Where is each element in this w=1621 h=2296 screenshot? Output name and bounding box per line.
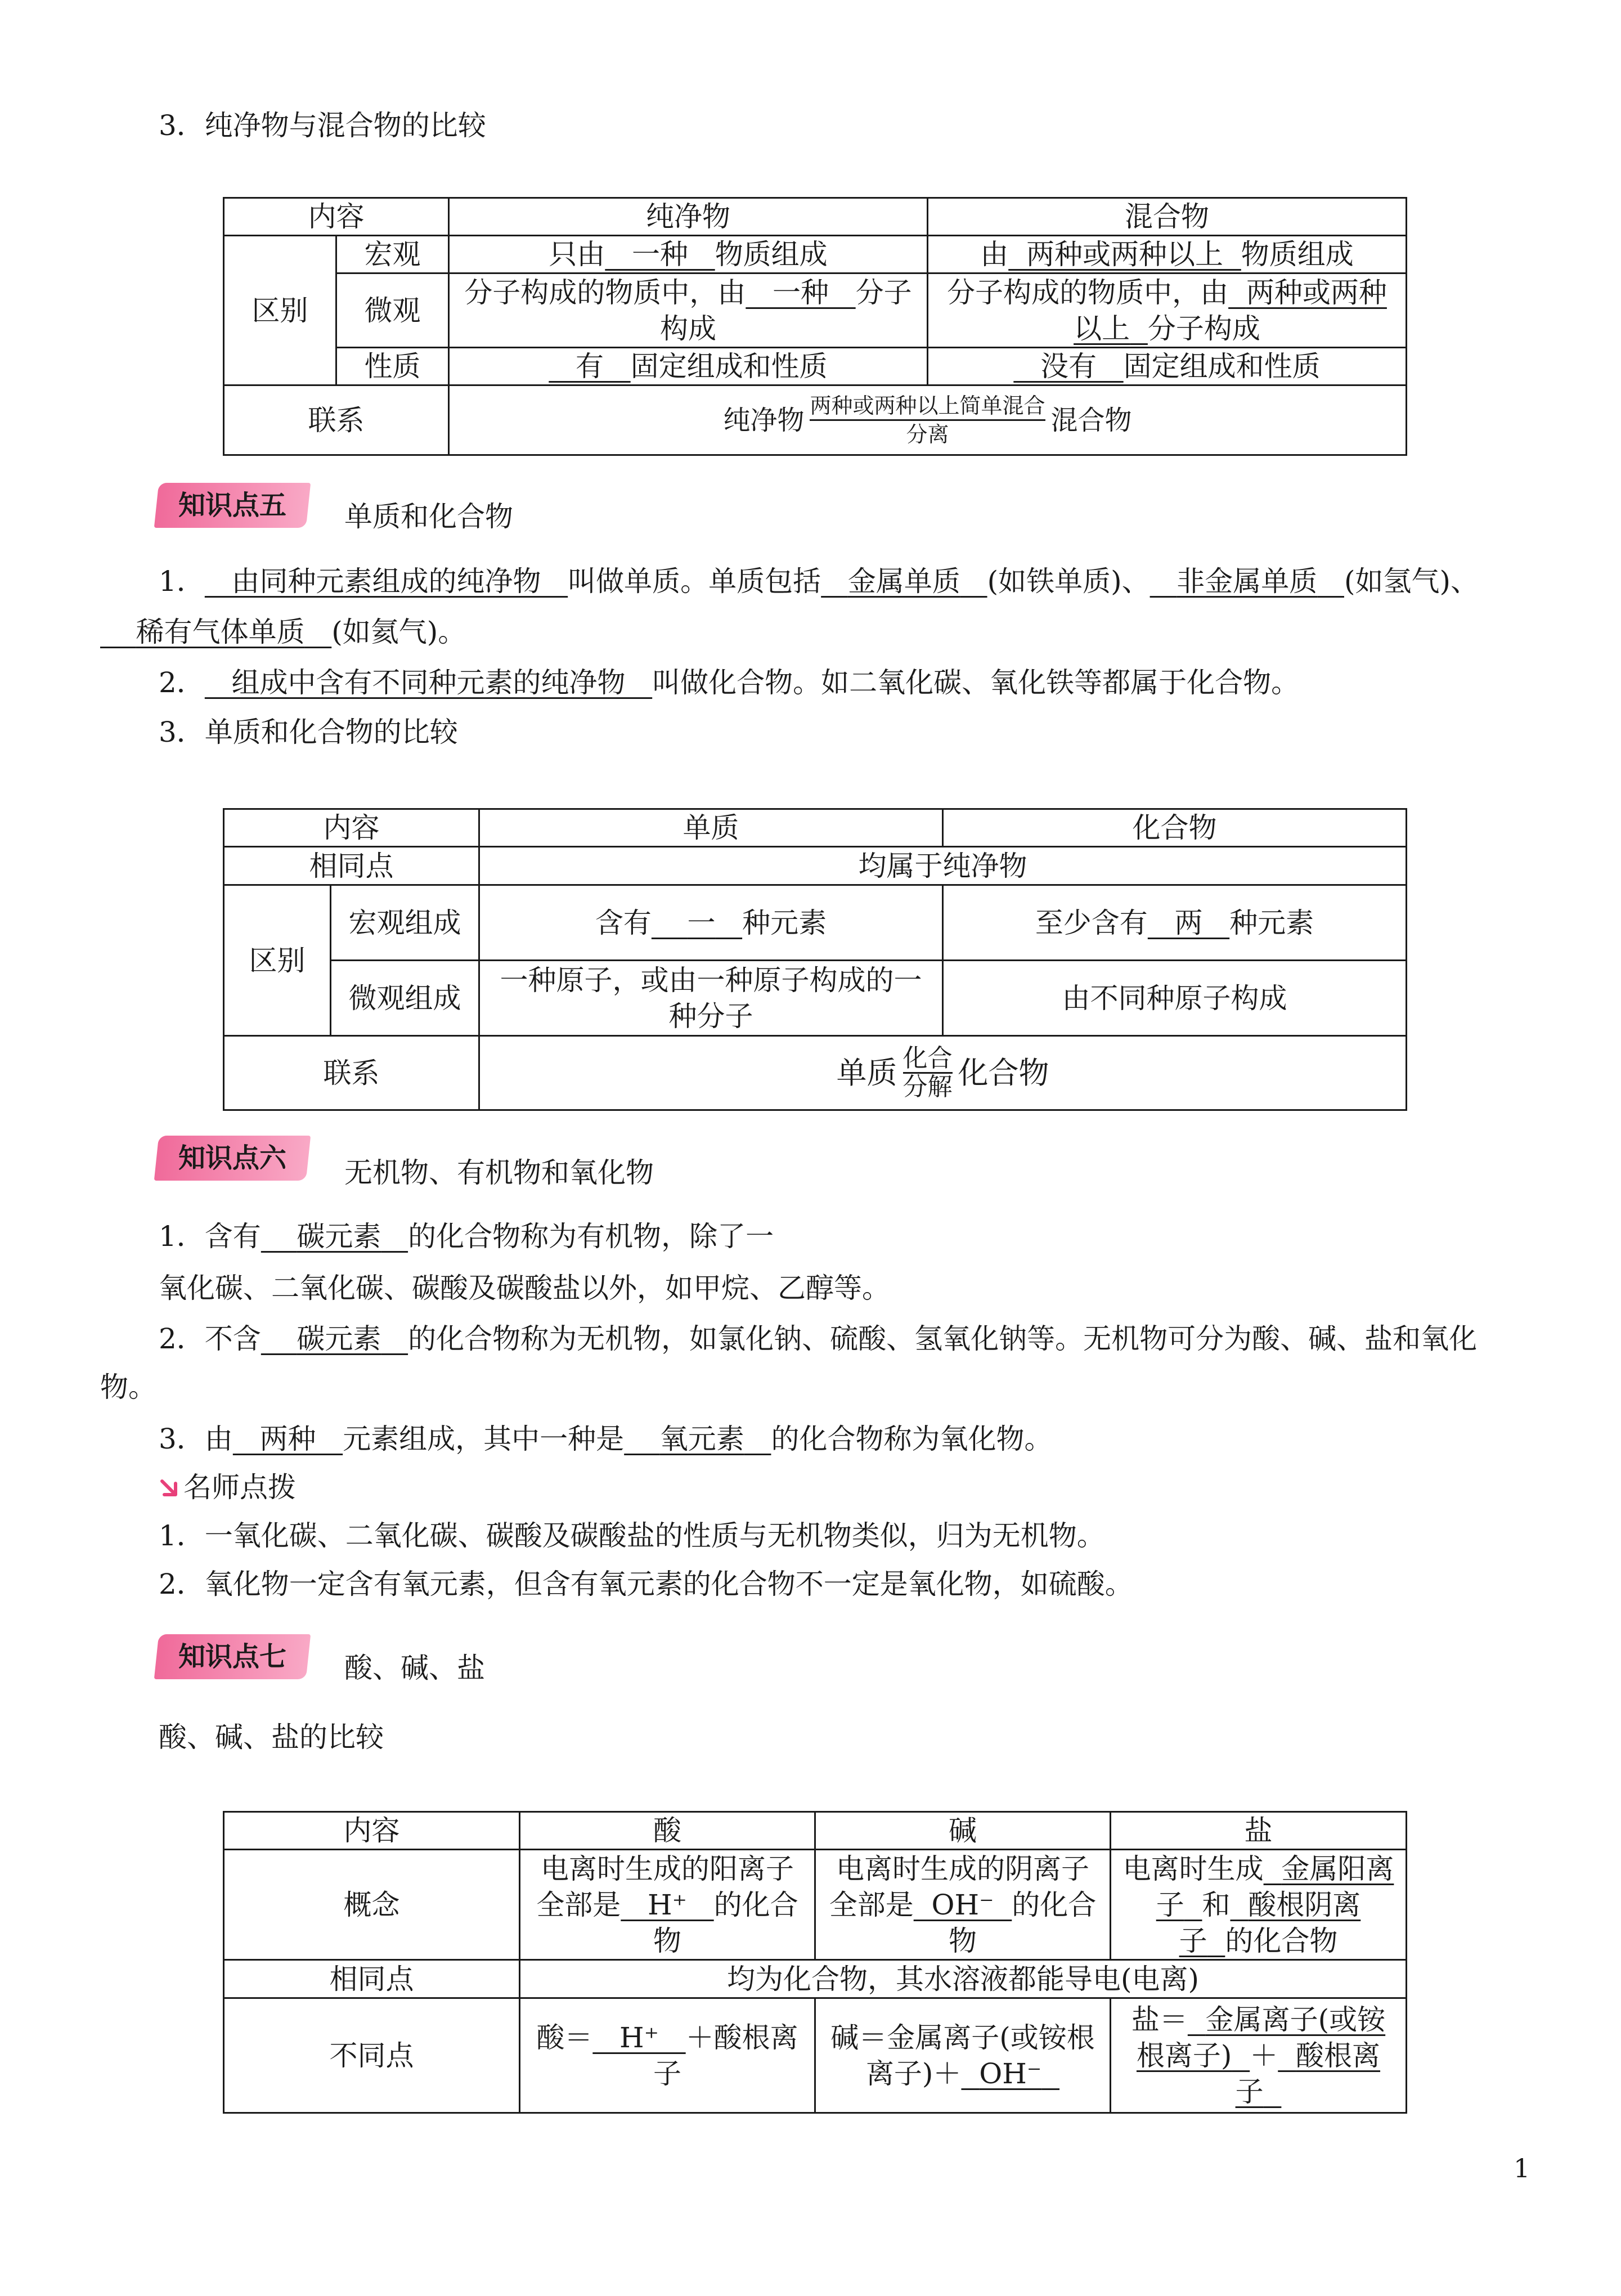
cell-salt-concept: 电离时生成 金属阳离子 和 酸根阴离子 的化合物 [1111, 1850, 1407, 1960]
header-mixture: 混合物 [928, 198, 1407, 236]
row-macro-label: 宏观 [336, 236, 449, 273]
section-3-title: 3．纯净物与混合物的比较 [159, 109, 486, 142]
header-compound: 化合物 [943, 809, 1407, 847]
cell-macro-pure: 只由 一种 物质组成 [449, 236, 928, 273]
cell-macro-mixture: 由 两种或两种以上 物质组成 [928, 236, 1407, 273]
k6-p1: 1．含有 碳元素 的化合物称为有机物，除了一 [159, 1220, 774, 1253]
row-same-label: 相同点 [224, 847, 479, 885]
badge-k5: 知识点五 [154, 483, 311, 528]
cell-base-diff: 碱＝金属离子(或铵根离子)＋ OH⁻ [815, 1998, 1111, 2113]
cell-salt-diff: 盐＝ 金属离子(或铵根离子) ＋ 酸根离子 [1111, 1998, 1407, 2113]
cell-prop-mixture: 没有 固定组成和性质 [928, 348, 1407, 385]
k5-p1-cont: 稀有气体单质 (如氦气)。 [136, 616, 466, 648]
header-content: 内容 [224, 809, 479, 847]
row-diff-label: 区别 [224, 236, 336, 385]
badge-k7: 知识点七 [154, 1634, 311, 1679]
row-link-label: 联系 [224, 1036, 479, 1110]
cell-micro-pure: 分子构成的物质中，由 一种 分子构成 [449, 273, 928, 348]
cell-prop-pure: 有 固定组成和性质 [449, 348, 928, 385]
cell-macro-element: 含有 一 种元素 [479, 885, 943, 961]
cell-micro-compound: 由不同种原子构成 [943, 961, 1407, 1036]
cell-same-value: 均属于纯净物 [479, 847, 1407, 885]
k6-p2: 2．不含 碳元素 的化合物称为无机物，如氯化钠、硫酸、氢氧化钠等。无机物可分为酸、碱、盐和氧化 [159, 1322, 1478, 1355]
cell-same-value: 均为化合物，其水溶液都能导电(电离) [520, 1960, 1407, 1998]
header-element: 单质 [479, 809, 943, 847]
header-content: 内容 [224, 198, 449, 236]
k6-p2-cont: 物。 [100, 1371, 156, 1403]
pure-vs-mixture-table [223, 197, 1407, 456]
element-compound-relation: 单质 化合 分解 化合物 [836, 1044, 1049, 1101]
row-micro-label: 微观 [336, 273, 449, 348]
acid-base-salt-table [223, 1811, 1407, 2114]
k5-p2: 2． 组成中含有不同种元素的纯净物 叫做化合物。如二氧化碳、氧化铁等都属于化合物。 [159, 666, 1300, 699]
row-diff-label: 不同点 [224, 1998, 520, 2113]
tip-2: 2．氧化物一定含有氧元素，但含有氧元素的化合物不一定是氧化物，如硫酸。 [159, 1568, 1133, 1600]
cell-link-relation [479, 1036, 1407, 1110]
row-property-label: 性质 [336, 348, 449, 385]
cell-micro-mixture: 分子构成的物质中，由 两种或两种以上 分子构成 [928, 273, 1407, 348]
reversible-arrow-icon [810, 419, 1045, 421]
header-salt: 盐 [1111, 1812, 1407, 1850]
arrow-icon [159, 1471, 183, 1508]
header-pure: 纯净物 [449, 198, 928, 236]
cell-micro-element: 一种原子，或由一种原子构成的一种分子 [479, 961, 943, 1036]
pure-mixture-relation: 纯净物 两种或两种以上简单混合 分离 混合物 [723, 393, 1132, 447]
cell-macro-compound: 至少含有 两 种元素 [943, 885, 1407, 961]
k6-p3: 3．由 两种 元素组成，其中一种是 氧元素 的化合物称为氧化物。 [159, 1423, 1053, 1455]
element-vs-compound-table [223, 808, 1407, 1111]
tip-1: 1．一氧化碳、二氧化碳、碳酸及碳酸盐的性质与无机物类似，归为无机物。 [159, 1519, 1105, 1552]
row-same-label: 相同点 [224, 1960, 520, 1998]
tip-heading: 名师点拨 [159, 1469, 296, 1508]
k5-p1: 1． 由同种元素组成的纯净物 叫做单质。单质包括 金属单质 (如铁单质)、 非金属单质 (如氢气)、 [159, 565, 1479, 598]
cell-link-relation [449, 385, 1407, 455]
header-content: 内容 [224, 1812, 520, 1850]
row-concept-label: 概念 [224, 1850, 520, 1960]
cell-acid-concept: 电离时生成的阳离子全部是 H⁺ 的化合物 [520, 1850, 815, 1960]
badge-k6: 知识点六 [154, 1136, 311, 1181]
k7-intro: 酸、碱、盐的比较 [159, 1721, 384, 1754]
k7-title: 酸、碱、盐 [344, 1652, 485, 1684]
cell-acid-diff: 酸＝ H⁺ ＋酸根离子 [520, 1998, 815, 2113]
k6-title: 无机物、有机物和氧化物 [344, 1156, 654, 1189]
header-acid: 酸 [520, 1812, 815, 1850]
k5-p3: 3．单质和化合物的比较 [159, 716, 458, 748]
row-diff-label: 区别 [224, 885, 331, 1036]
header-base: 碱 [815, 1812, 1111, 1850]
row-micro-label: 微观组成 [331, 961, 479, 1036]
k5-title: 单质和化合物 [344, 500, 513, 533]
k6-p1-cont: 氧化碳、二氧化碳、碳酸及碳酸盐以外，如甲烷、乙醇等。 [159, 1272, 890, 1304]
cell-base-concept: 电离时生成的阴离子全部是 OH⁻ 的化合物 [815, 1850, 1111, 1960]
row-macro-label: 宏观组成 [331, 885, 479, 961]
page-number: 1 [1514, 2153, 1530, 2183]
row-link-label: 联系 [224, 385, 449, 455]
